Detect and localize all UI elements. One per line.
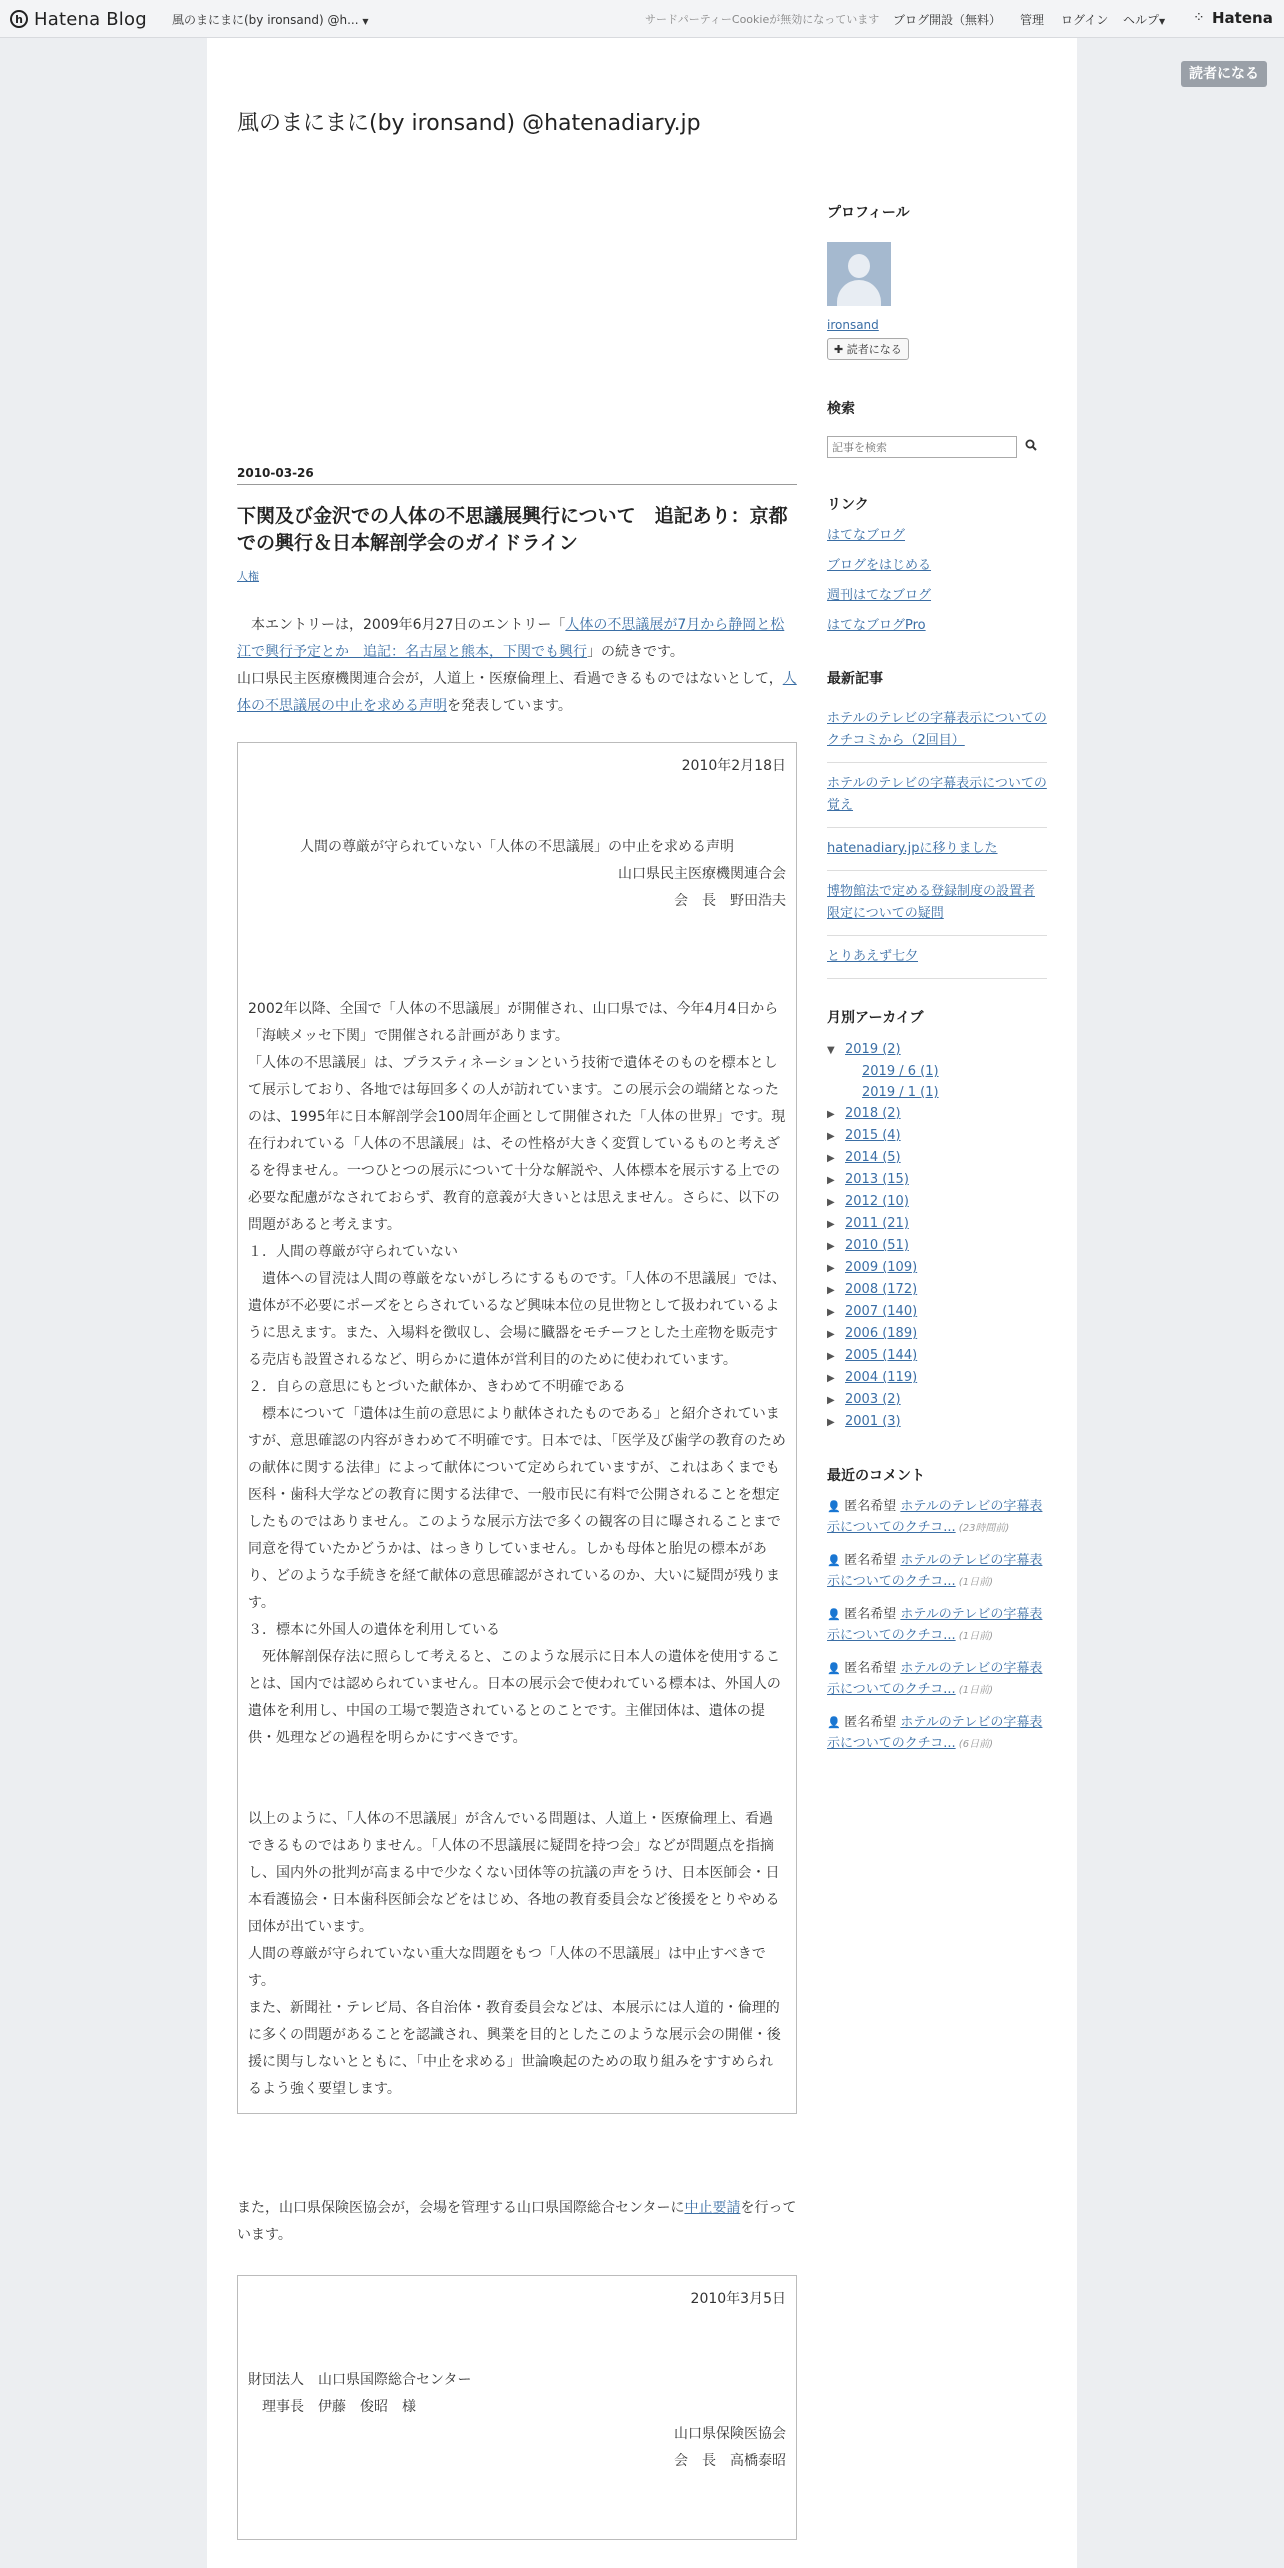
archive-list bbox=[827, 1039, 1047, 1433]
list-item bbox=[827, 936, 1047, 979]
hatena-blog-logo[interactable] bbox=[10, 8, 147, 30]
recent-entry-link[interactable]: とりあえず七夕 bbox=[827, 949, 919, 964]
quote-paragraph: 以上のように、「人体の不思議展」が含んでいる問題は、人道上・医療倫理上、看過できるものではありません。「人体の不思議展に疑問を持つ会」などが問題点を指摘し、国内外の批判が高まる中で少なくない団体等の抗議の声をうけ、日本医師会・日本看護協会・日本歯科医師会などをはじめ、各地の教育委員会など後援をとりやめる団体が出ています。 bbox=[248, 1811, 780, 1936]
sidebar bbox=[827, 202, 1047, 1755]
profile-username-link[interactable]: ironsand bbox=[827, 318, 879, 332]
archive-heading: 月別アーカイブ bbox=[827, 1010, 924, 1026]
paragraph-text: を行っています。 bbox=[237, 2200, 797, 2244]
comments-heading: 最近のコメント bbox=[827, 1468, 925, 1484]
quote-paragraph: 2002年以降、全国で「人体の不思議展」が開催され、山口県では、今年4月4日から「海峡メッセ下関」で開催される計画があります。 bbox=[248, 1001, 779, 1045]
archive-link[interactable]: 2018 (2) bbox=[845, 1106, 901, 1121]
archive-item bbox=[827, 1367, 1047, 1389]
comment-entry-link[interactable]: ホテルのテレビの字幕表示についてのクチコ... bbox=[827, 1661, 1043, 1697]
caret-down-icon: ▼ bbox=[1159, 17, 1166, 26]
stop-request-link[interactable]: 中止要請 bbox=[684, 2200, 741, 2217]
comment-user: 匿名希望 bbox=[844, 1553, 901, 1568]
link-item[interactable]: ブログをはじめる bbox=[827, 558, 932, 573]
list-item bbox=[827, 763, 1047, 828]
list-item bbox=[827, 698, 1047, 763]
triangle-right-icon[interactable]: ▶ bbox=[827, 1153, 835, 1164]
quote-paragraph: 「人体の不思議展」は、プラスティネーションという技術で遺体そのものを標本として展示しており、各地では毎回多くの人が訪れています。この展示会の端緒となったのは、1995年に日本解剖学会100周年企画として開催された「人体の世界」です。現在行われている「人体の不思議展」は、その性格が大きく変質しているものと考えざるを得ません。一つひとつの展示について十分な解説や、人体標本を展示する上での必要な配慮がなされておらず、教育的意義が大きいとは思えません。さらに、以下の問題があると考えます。 bbox=[248, 1055, 786, 1234]
quote-org: 山口県民主医療機関連合会 bbox=[618, 866, 786, 883]
search-icon[interactable] bbox=[1025, 439, 1037, 455]
quote-org: 山口県保険医協会 bbox=[674, 2426, 786, 2443]
archive-item bbox=[827, 1257, 1047, 1279]
archive-item bbox=[827, 1301, 1047, 1323]
blog-title[interactable]: 風のまにまに(by ironsand) @hatenadiary.jp bbox=[237, 111, 701, 136]
archive-link[interactable]: 2007 (140) bbox=[845, 1304, 918, 1319]
recent-heading: 最新記事 bbox=[827, 671, 883, 687]
triangle-right-icon[interactable]: ▶ bbox=[827, 1241, 835, 1252]
quote-chair: 会 長 高橋泰昭 bbox=[674, 2453, 786, 2470]
archive-item bbox=[827, 1125, 1047, 1147]
comments-list bbox=[827, 1496, 1047, 1755]
post-date[interactable]: 2010-03-26 bbox=[237, 466, 797, 485]
archive-link[interactable]: 2019 / 1 (1) bbox=[862, 1085, 939, 1100]
search-input[interactable] bbox=[827, 436, 1017, 458]
archive-link[interactable]: 2010 (51) bbox=[845, 1238, 909, 1253]
category-link[interactable]: 人権 bbox=[237, 570, 259, 584]
search-heading: 検索 bbox=[827, 401, 855, 417]
user-icon: 👤 bbox=[827, 1662, 845, 1675]
triangle-right-icon[interactable]: ▶ bbox=[827, 1329, 835, 1340]
archive-item bbox=[827, 1169, 1047, 1191]
comment-time: (6日前) bbox=[955, 1739, 993, 1750]
logo-text: Hatena Blog bbox=[34, 8, 147, 30]
archive-link[interactable]: 2004 (119) bbox=[845, 1370, 918, 1385]
comment-entry-link[interactable]: ホテルのテレビの字幕表示についてのクチコ... bbox=[827, 1607, 1043, 1643]
triangle-right-icon[interactable]: ▶ bbox=[827, 1351, 835, 1362]
user-icon: 👤 bbox=[827, 1608, 845, 1621]
quote-addressee: 財団法人 山口県国際総合センター bbox=[248, 2372, 472, 2389]
quote-heading: 人間の尊厳が守られていない「人体の不思議展」の中止を求める声明 bbox=[300, 839, 734, 856]
comment-item bbox=[827, 1604, 1047, 1647]
archive-item bbox=[827, 1082, 1047, 1103]
search-form bbox=[827, 436, 1047, 458]
post-intro bbox=[237, 612, 797, 720]
archive-link[interactable]: 2001 (3) bbox=[845, 1414, 901, 1429]
list-item bbox=[827, 871, 1047, 936]
blog-selector-label: 風のまにまに(by ironsand) @h... bbox=[172, 13, 359, 27]
archive-item bbox=[827, 1411, 1047, 1433]
user-icon: 👤 bbox=[827, 1554, 845, 1567]
archive-link[interactable]: 2011 (21) bbox=[845, 1216, 909, 1231]
menu-help[interactable] bbox=[1123, 11, 1165, 28]
avatar[interactable] bbox=[827, 242, 891, 306]
post-title[interactable]: 下関及び金沢での人体の不思議展興行について 追記あり：京都での興行＆日本解剖学会のガイドライン bbox=[237, 505, 788, 554]
caret-down-icon: ▼ bbox=[362, 17, 369, 26]
triangle-right-icon[interactable]: ▶ bbox=[827, 1263, 835, 1274]
archive-item bbox=[827, 1061, 1047, 1082]
blockquote-request bbox=[237, 2275, 797, 2540]
post-paragraph bbox=[237, 2195, 797, 2249]
hatena-dots-icon: ⁘ bbox=[1193, 10, 1205, 26]
archive-item bbox=[827, 1147, 1047, 1169]
comment-user: 匿名希望 bbox=[844, 1661, 901, 1676]
comment-item bbox=[827, 1658, 1047, 1701]
triangle-right-icon[interactable]: ▶ bbox=[827, 1219, 835, 1230]
recent-entry-link[interactable]: ホテルのテレビの字幕表示についての覚え bbox=[827, 776, 1047, 813]
comment-time: (1日前) bbox=[955, 1631, 993, 1642]
archive-link[interactable]: 2006 (189) bbox=[845, 1326, 918, 1341]
triangle-right-icon[interactable]: ▶ bbox=[827, 1197, 835, 1208]
global-header bbox=[0, 0, 1284, 38]
links-list bbox=[827, 527, 1047, 634]
archive-item bbox=[827, 1191, 1047, 1213]
quote-paragraphs bbox=[248, 996, 786, 1752]
link-item[interactable]: はてなブログPro bbox=[827, 618, 926, 633]
paragraph-text: また，山口県保険医協会が，会場を管理する山口県国際総合センターに bbox=[237, 2200, 685, 2217]
quote-paragraph: 人間の尊厳が守られていない重大な問題をもつ「人体の不思議展」は中止すべきです。 bbox=[248, 1946, 766, 1990]
profile-subscribe-button[interactable] bbox=[827, 338, 909, 360]
list-item bbox=[827, 828, 1047, 871]
comment-entry-link[interactable]: ホテルのテレビの字幕表示についてのクチコ... bbox=[827, 1715, 1043, 1751]
cookie-notice: サードパーティーCookieが無効になっています bbox=[645, 13, 880, 26]
quote-paragraph: １．人間の尊厳が守られていない bbox=[248, 1244, 458, 1261]
comment-item bbox=[827, 1712, 1047, 1755]
menu-start-blog[interactable]: ブログ開設（無料） bbox=[893, 13, 1002, 27]
archive-link[interactable]: 2019 (2) bbox=[845, 1042, 901, 1057]
archive-link[interactable]: 2015 (4) bbox=[845, 1128, 901, 1143]
recent-entry-link[interactable]: hatenadiary.jpに移りました bbox=[827, 841, 998, 856]
archive-link[interactable]: 2012 (10) bbox=[845, 1194, 909, 1209]
quote-chair: 会 長 野田浩夫 bbox=[674, 893, 786, 910]
blockquote-statement bbox=[237, 742, 797, 2114]
comment-time: (1日前) bbox=[955, 1577, 993, 1588]
archive-item bbox=[827, 1323, 1047, 1345]
hatena-brand-link[interactable]: Hatena bbox=[1212, 9, 1273, 27]
archive-item bbox=[827, 1213, 1047, 1235]
triangle-right-icon[interactable]: ▶ bbox=[827, 1395, 835, 1406]
archive-link[interactable]: 2014 (5) bbox=[845, 1150, 901, 1165]
archive-link[interactable]: 2019 / 6 (1) bbox=[862, 1064, 939, 1079]
links-heading: リンク bbox=[827, 497, 869, 513]
quote-date: 2010年3月5日 bbox=[690, 2291, 786, 2308]
comment-user: 匿名希望 bbox=[844, 1715, 901, 1730]
quote-addressee-2: 理事長 伊藤 俊昭 様 bbox=[248, 2399, 416, 2416]
quote-paragraph: 死体解剖保存法に照らして考えると、このような展示に日本人の遺体を使用することは、国内では認められていません。日本の展示会で使われている標本は、外国人の遺体を利用し、中国の工場で製造されているとのことです。主催団体は、遺体の提供・処理などの過程を明らかにすべきです。 bbox=[248, 1649, 781, 1747]
archive-link[interactable]: 2009 (109) bbox=[845, 1260, 918, 1275]
intro-text: を発表しています。 bbox=[447, 698, 572, 715]
intro-text: 山口県民主医療機関連合会が，人道上・医療倫理上、看過できるものではないとして， bbox=[237, 671, 783, 688]
archive-item bbox=[827, 1103, 1047, 1125]
quote-paragraph: 標本について「遺体は生前の意思により献体されたものである」と紹介されていますが、意思確認の内容がきわめて不明確です。日本では、「医学及び歯学の教育のための献体に関する法律」によって献体について定められていますが、これはあくまでも医科・歯科大学などの教育に関する法律で、一般市民に有料で公開されることを想定したものではありません。このような展示方法で多くの観客の目に曝されることまで同意を得ていたかどうかは、はっきりしていません。しかも母体と胎児の標本があり、どのような手続きを経て献体の意思確認がされているのか、大いに疑問が残ります。 bbox=[248, 1406, 786, 1612]
comment-entry-link[interactable]: ホテルのテレビの字幕表示についてのクチコ... bbox=[827, 1553, 1043, 1589]
archive-link[interactable]: 2008 (172) bbox=[845, 1282, 918, 1297]
comment-entry-link[interactable]: ホテルのテレビの字幕表示についてのクチコ... bbox=[827, 1499, 1043, 1535]
triangle-down-icon[interactable]: ▼ bbox=[827, 1045, 835, 1056]
intro-text: 」の続きです。 bbox=[587, 644, 684, 661]
archive-link[interactable]: 2013 (15) bbox=[845, 1172, 909, 1187]
archive-item bbox=[827, 1279, 1047, 1301]
user-icon: 👤 bbox=[827, 1500, 845, 1513]
archive-item bbox=[827, 1039, 1047, 1061]
triangle-right-icon[interactable]: ▶ bbox=[827, 1109, 835, 1120]
profile-heading: プロフィール bbox=[827, 205, 910, 221]
subscribe-label: 読者になる bbox=[846, 343, 902, 356]
comment-item bbox=[827, 1496, 1047, 1539]
triangle-right-icon[interactable]: ▶ bbox=[827, 1285, 835, 1296]
archive-item bbox=[827, 1389, 1047, 1411]
main-content bbox=[237, 466, 797, 2540]
blog-container bbox=[207, 38, 1077, 2568]
archive-link[interactable]: 2003 (2) bbox=[845, 1392, 901, 1407]
hatena-blog-logo-icon: h bbox=[10, 10, 28, 28]
comment-item bbox=[827, 1550, 1047, 1593]
plus-icon: ✚ bbox=[834, 343, 844, 356]
triangle-right-icon[interactable]: ▶ bbox=[827, 1131, 835, 1142]
recent-entry-link[interactable]: ホテルのテレビの字幕表示についてのクチコミから（2回目） bbox=[827, 711, 1047, 748]
statement-link[interactable]: 人体の不思議展の中止を求める声明 bbox=[237, 671, 797, 715]
recent-list bbox=[827, 698, 1047, 979]
menu-login[interactable]: ログイン bbox=[1061, 13, 1109, 27]
recent-entry-link[interactable]: 博物館法で定める登録制度の設置者限定についての疑問 bbox=[827, 884, 1036, 921]
comment-time: (1日前) bbox=[955, 1685, 993, 1696]
comment-user: 匿名希望 bbox=[844, 1607, 901, 1622]
link-item[interactable]: 週刊はてなブログ bbox=[827, 588, 932, 603]
quote-paragraph: また、新聞社・テレビ局、各自治体・教育委員会などは、本展示には人道的・倫理的に多くの問題があることを認識され、興業を目的としたこのような展示会の開催・後援に関与しないとともに、「中止を求める」世論喚起のための取り組みをすすめられるよう強く要望します。 bbox=[248, 2000, 781, 2098]
quote-paragraph: ２．自らの意思にもとづいた献体か、きわめて不明確である bbox=[248, 1379, 626, 1396]
subscribe-button[interactable]: 読者になる bbox=[1181, 61, 1267, 87]
comment-time: (23時間前) bbox=[955, 1523, 1010, 1534]
archive-item bbox=[827, 1345, 1047, 1367]
triangle-right-icon[interactable]: ▶ bbox=[827, 1417, 835, 1428]
triangle-right-icon[interactable]: ▶ bbox=[827, 1175, 835, 1186]
archive-link[interactable]: 2005 (144) bbox=[845, 1348, 918, 1363]
menu-admin[interactable]: 管理 bbox=[1020, 13, 1045, 27]
quote-paragraph: 遺体への冒涜は人間の尊厳をないがしろにするものです。「人体の不思議展」では、遺体が不必要にポーズをとらされているなど興味本位の見世物として扱われているように思えます。また、入場料を徴収し、会場に臓器をモチーフとした土産物を販売する売店も設置されるなど、明らかに遺体が営利目的のために使われています。 bbox=[248, 1271, 786, 1369]
blog-selector[interactable] bbox=[172, 11, 369, 28]
quote-paragraph: ３．標本に外国人の遺体を利用している bbox=[248, 1622, 500, 1639]
archive-item bbox=[827, 1235, 1047, 1257]
user-icon: 👤 bbox=[827, 1716, 845, 1729]
quote-date: 2010年2月18日 bbox=[681, 758, 786, 775]
link-item[interactable]: はてなブログ bbox=[827, 528, 906, 543]
intro-link[interactable]: 人体の不思議展が7月から静岡と松江で興行予定とか 追記：名古屋と熊本，下関でも興行 bbox=[237, 617, 785, 661]
triangle-right-icon[interactable]: ▶ bbox=[827, 1307, 835, 1318]
quote-closing bbox=[248, 1806, 786, 2103]
triangle-right-icon[interactable]: ▶ bbox=[827, 1373, 835, 1384]
comment-user: 匿名希望 bbox=[844, 1499, 901, 1514]
intro-text: 本エントリーは，2009年6月27日のエントリー「 bbox=[237, 617, 566, 634]
menu-help-label: ヘルプ bbox=[1123, 13, 1160, 27]
